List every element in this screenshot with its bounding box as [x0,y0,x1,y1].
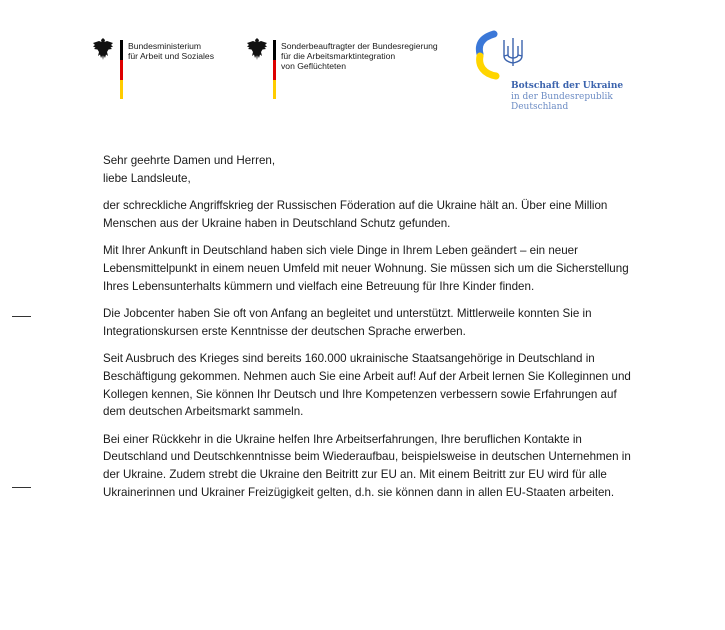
embassy-name-sub: Deutschland [511,102,569,113]
salutation [103,152,638,187]
ministry-name [128,41,214,61]
flag-stripe-red [273,60,276,80]
commissioner-name-line: von Geflüchteten [281,61,346,71]
letter-paragraph: Seit Ausbruch des Krieges sind bereits 160.000 ukrainische Staatsangehörige in Deutschland in Beschäftigung gekommen. Nehmen auch Sie eine Arbeit auf! Auf der Arbeit lernen Sie Kolleginnen und Kollegen kennen, Sie können Ihr Deutsch und Ihre Kompetenzen verbessern sowie Erfahrungen auf dem deutschen Arbeitsmarkt sammeln. [103,352,631,419]
flag-stripe-black [120,40,123,60]
flag-stripe-black [273,40,276,60]
letter-body [103,152,638,511]
ministry-name-line: Bundesministerium [128,41,202,51]
federal-eagle-icon [92,37,114,61]
embassy-name-sub: in der Bundesrepublik [511,91,613,102]
flag-stripe-gold [273,80,276,99]
ukraine-trident-icon [502,36,524,68]
commissioner-name-line: für die Arbeitsmarktintegration [281,51,396,61]
ministry-name-line: für Arbeit und Soziales [128,51,214,61]
fold-mark [12,316,31,317]
ukraine-blue-yellow-arc-icon [470,30,500,80]
letter-paragraph: Die Jobcenter haben Sie oft von Anfang an begleitet und unterstützt. Mittlerweile konnten Sie in Integrationskursen erste Kenntnisse der deutschen Sprache erwerben. [103,307,592,338]
salutation-line: liebe Landsleute, [103,171,191,185]
letter-paragraph: der schreckliche Angriffskrieg der Russischen Föderation auf die Ukraine hält an. Über eine Million Menschen aus der Ukraine haben in Deutschland Schutz gefunden. [103,199,608,230]
flag-stripe-red [120,60,123,80]
letter-paragraph: Bei einer Rückkehr in die Ukraine helfen Ihre Arbeitserfahrungen, Ihre beruflichen Kontakte in Deutschland und Deutschkenntnisse beim Wiederaufbau, beispielsweise in deutschen Unternehmen in der Ukraine. Zudem strebt die Ukraine den Beitritt zur EU an. Mit einem Beitritt zur EU wird für alle Ukrainerinnen und Ukrainer Freizügigkeit gelten, d.h. sie können dann in allen EU-Staaten arbeiten. [103,432,631,499]
commissioner-name [281,41,438,71]
letter-paragraph: Mit Ihrer Ankunft in Deutschland haben sich viele Dinge in Ihrem Leben geändert – ein neuer Lebensmittelpunkt in einem neuen Umfeld mit neuer Wohnung. Sie müssen sich um die Sicherstellung Ihres Lebensunterhalts kümmern und vielfach eine Betreuung für Ihre Kinder finden. [103,244,629,293]
commissioner-name-line: Sonderbeauftragter der Bundesregierung [281,41,438,51]
fold-mark [12,487,31,488]
embassy-name [511,81,623,113]
flag-stripe-gold [120,80,123,99]
embassy-name-main: Botschaft der Ukraine [511,81,624,91]
federal-eagle-icon [246,37,268,61]
salutation-line: Sehr geehrte Damen und Herren, [103,154,276,167]
